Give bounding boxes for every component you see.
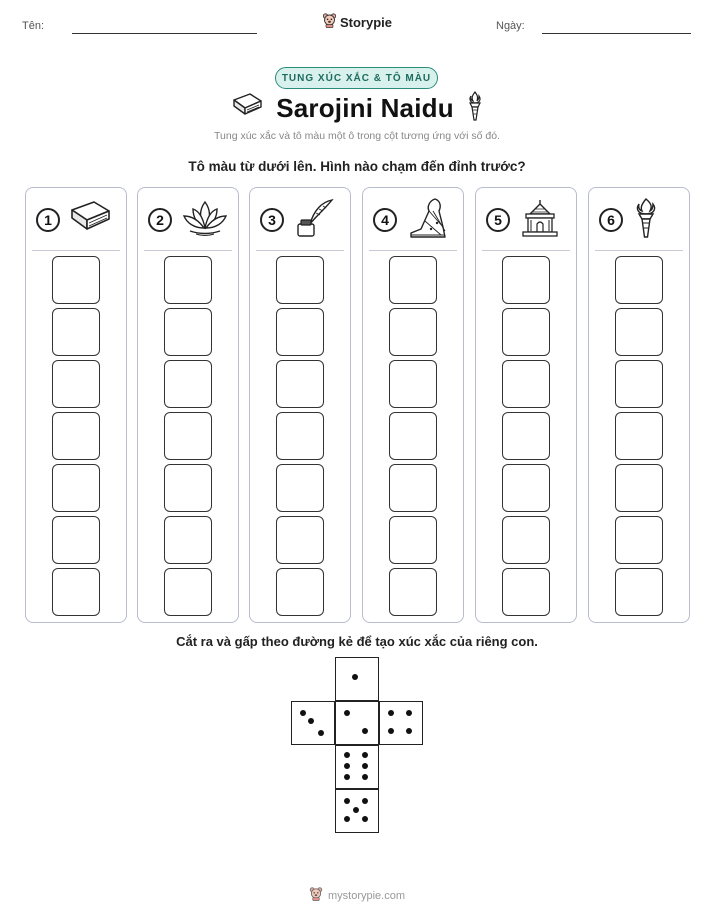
color-cell[interactable] [276, 412, 324, 460]
page-title: Sarojini Naidu [276, 92, 454, 123]
pip [344, 774, 350, 780]
color-cell[interactable] [164, 308, 212, 356]
pip [344, 798, 350, 804]
lotus-icon [180, 198, 230, 243]
color-cell[interactable] [52, 412, 100, 460]
pip [300, 710, 306, 716]
column-number: 1 [36, 208, 60, 232]
pip [406, 728, 412, 734]
coloring-instruction: Tô màu từ dưới lên. Hình nào chạm đến đỉnh trước? [188, 159, 526, 174]
color-cell[interactable] [389, 412, 437, 460]
pip [362, 774, 368, 780]
color-cell[interactable] [389, 308, 437, 356]
pip [362, 798, 368, 804]
color-cell[interactable] [164, 256, 212, 304]
color-cell[interactable] [276, 308, 324, 356]
color-cell[interactable] [52, 256, 100, 304]
color-cell[interactable] [52, 568, 100, 616]
pip [362, 728, 368, 734]
brand-name: Storypie [339, 15, 392, 30]
pip [362, 816, 368, 822]
column-4 [362, 187, 464, 623]
activity-badge: TUNG XÚC XẮC & TÔ MÀU [275, 67, 438, 89]
color-cell[interactable] [615, 464, 663, 512]
pip [308, 718, 314, 724]
color-cell[interactable] [502, 360, 550, 408]
column-1 [25, 187, 127, 623]
book-icon [68, 198, 112, 243]
color-cell[interactable] [276, 568, 324, 616]
column-5 [475, 187, 577, 623]
die-face-5 [335, 789, 379, 833]
color-cell[interactable] [615, 308, 663, 356]
color-cell[interactable] [52, 464, 100, 512]
pip [353, 807, 359, 813]
pip [344, 752, 350, 758]
color-cell[interactable] [389, 464, 437, 512]
pip [344, 710, 350, 716]
die-face-4 [379, 701, 423, 745]
color-cell[interactable] [52, 308, 100, 356]
color-cell[interactable] [502, 308, 550, 356]
die-face-3 [291, 701, 335, 745]
date-line[interactable] [542, 33, 691, 34]
color-cell[interactable] [502, 256, 550, 304]
pip [352, 674, 358, 680]
cut-fold-instruction: Cắt ra và gấp theo đường kẻ để tạo xúc xắc của riêng con. [176, 634, 538, 649]
pip [318, 730, 324, 736]
torch-icon [466, 91, 484, 126]
color-cell[interactable] [615, 412, 663, 460]
color-cell[interactable] [52, 516, 100, 564]
name-label: Tên: [22, 20, 45, 32]
footer-url[interactable]: mystorypie.com [327, 890, 406, 902]
color-cell[interactable] [164, 568, 212, 616]
footer [0, 886, 714, 906]
pip [406, 710, 412, 716]
pip [388, 710, 394, 716]
color-cell[interactable] [276, 516, 324, 564]
color-cell[interactable] [502, 516, 550, 564]
color-cell[interactable] [502, 412, 550, 460]
bear-mascot-icon [322, 12, 337, 33]
color-cell[interactable] [502, 568, 550, 616]
color-cell[interactable] [615, 568, 663, 616]
die-face-1 [335, 657, 379, 701]
color-cell[interactable] [389, 516, 437, 564]
column-number: 2 [148, 208, 172, 232]
column-3 [249, 187, 351, 623]
saree-icon [405, 197, 451, 244]
color-cell[interactable] [276, 464, 324, 512]
die-face-6 [335, 745, 379, 789]
column-number: 6 [599, 208, 623, 232]
column-number: 5 [486, 208, 510, 232]
pip [344, 763, 350, 769]
color-cell[interactable] [164, 412, 212, 460]
color-cell[interactable] [389, 256, 437, 304]
color-cell[interactable] [164, 464, 212, 512]
pip [388, 728, 394, 734]
subtitle: Tung xúc xắc và tô màu một ô trong cột tương ứng với số đó. [214, 130, 500, 142]
torch-icon [631, 197, 661, 244]
column-number: 3 [260, 208, 284, 232]
pip [344, 816, 350, 822]
color-cell[interactable] [52, 360, 100, 408]
quill-inkpot-icon [292, 198, 336, 243]
color-cell[interactable] [615, 516, 663, 564]
color-cell[interactable] [276, 256, 324, 304]
column-6 [588, 187, 690, 623]
name-line[interactable] [72, 33, 257, 34]
die-face-2 [335, 701, 379, 745]
color-cell[interactable] [276, 360, 324, 408]
color-cell[interactable] [615, 360, 663, 408]
color-cell[interactable] [389, 360, 437, 408]
pip [362, 752, 368, 758]
pip [362, 763, 368, 769]
color-cell[interactable] [389, 568, 437, 616]
color-cell[interactable] [502, 464, 550, 512]
brand-logo [0, 12, 714, 33]
column-2 [137, 187, 239, 623]
bear-mascot-icon [309, 886, 323, 906]
column-number: 4 [373, 208, 397, 232]
book-icon [230, 91, 264, 126]
color-cell[interactable] [164, 360, 212, 408]
date-label: Ngày: [496, 20, 525, 32]
temple-icon [518, 198, 562, 243]
color-cell[interactable] [164, 516, 212, 564]
color-cell[interactable] [615, 256, 663, 304]
